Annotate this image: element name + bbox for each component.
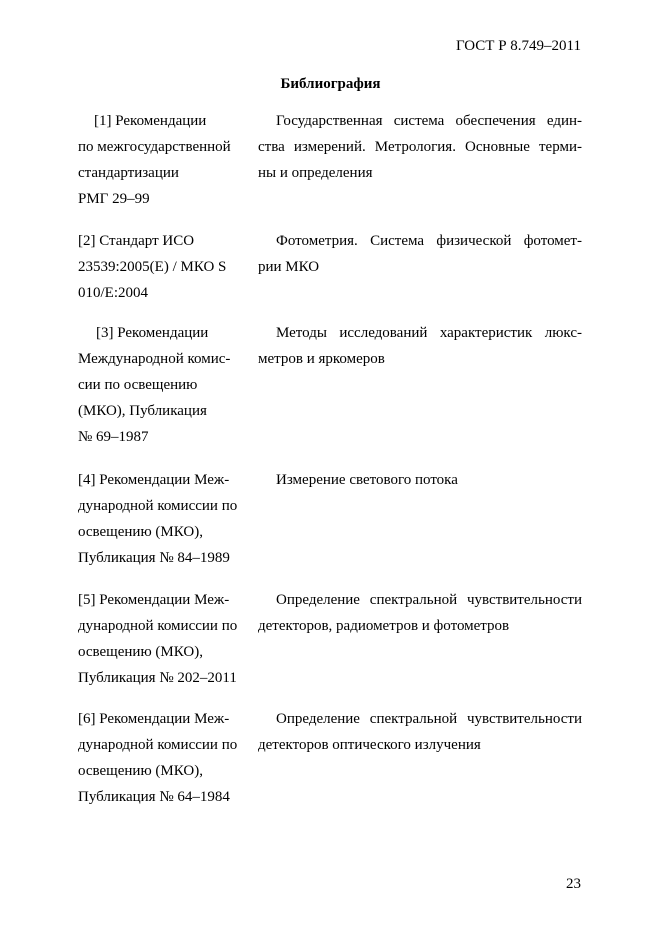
entry-source-line: Публикация № 84–1989 (78, 550, 230, 566)
entry-source-line: дународной комиссии по (78, 618, 238, 634)
entry-source-line: дународной комиссии по (78, 737, 238, 753)
entry-description-line: детекторов, радиометров и фотометров (258, 618, 510, 634)
entry-source (78, 467, 248, 571)
entry-description-line: Государственная система обеспечения един- (276, 113, 582, 129)
entry-source-line: стандартизации (78, 165, 179, 181)
entry-source (78, 587, 248, 691)
entry-source-line: РМГ 29–99 (78, 191, 150, 207)
entry-description-line: Определение спектральной чувствительности (276, 592, 582, 608)
entry-description-line: детекторов оптического излучения (258, 737, 481, 753)
entry-source-line: [6] Рекомендации Меж- (78, 711, 230, 727)
entry-description-line: Измерение светового потока (276, 472, 458, 488)
entry-description (258, 467, 582, 493)
entry-source-line: по межгосударственной (78, 139, 231, 155)
document-header-standard: ГОСТ Р 8.749–2011 (455, 38, 581, 54)
entry-source-line: [3] Рекомендации (96, 325, 209, 341)
entry-source-line: освещению (МКО), (78, 524, 203, 540)
entry-description (258, 706, 582, 758)
entry-description (258, 320, 582, 372)
entry-source (78, 108, 248, 212)
entry-source-line: [5] Рекомендации Меж- (78, 592, 230, 608)
entry-source (78, 706, 248, 810)
entry-description-line: Фотометрия. Система физической фотомет- (276, 233, 582, 249)
entry-source-line: 010/E:2004 (78, 285, 148, 301)
entry-source-line: 23539:2005(E) / МКО S (78, 259, 227, 275)
entry-description-line: ны и определения (258, 165, 373, 181)
entry-source-line: освещению (МКО), (78, 763, 203, 779)
page-title: Библиография (280, 76, 381, 92)
entry-source-line: Международной комис- (78, 351, 231, 367)
entry-source-line: освещению (МКО), (78, 644, 203, 660)
entry-description (258, 108, 582, 186)
entry-description-line: Определение спектральной чувствительности (276, 711, 582, 727)
entry-source-line: Публикация № 202–2011 (78, 670, 237, 686)
entry-source-line: (МКО), Публикация (78, 403, 207, 419)
entry-source-line: № 69–1987 (78, 429, 149, 445)
entry-source-line: дународной комиссии по (78, 498, 238, 514)
entry-source-line: [4] Рекомендации Меж- (78, 472, 230, 488)
entry-description-line: метров и яркомеров (258, 351, 385, 367)
entry-description-line: ства измерений. Метрология. Основные терми- (258, 139, 582, 155)
entry-source-line: [2] Стандарт ИСО (78, 233, 195, 249)
entry-source (78, 320, 248, 450)
page-number: 23 (566, 876, 581, 892)
entry-source-line: сии по освещению (78, 377, 198, 393)
entry-description-line: Методы исследований характеристик люкс- (276, 325, 582, 341)
entry-description (258, 228, 582, 280)
entry-description-line: рии МКО (258, 259, 320, 275)
entry-description (258, 587, 582, 639)
entry-source-line: Публикация № 64–1984 (78, 789, 230, 805)
entry-source (78, 228, 248, 306)
entry-source-line: [1] Рекомендации (94, 113, 207, 129)
